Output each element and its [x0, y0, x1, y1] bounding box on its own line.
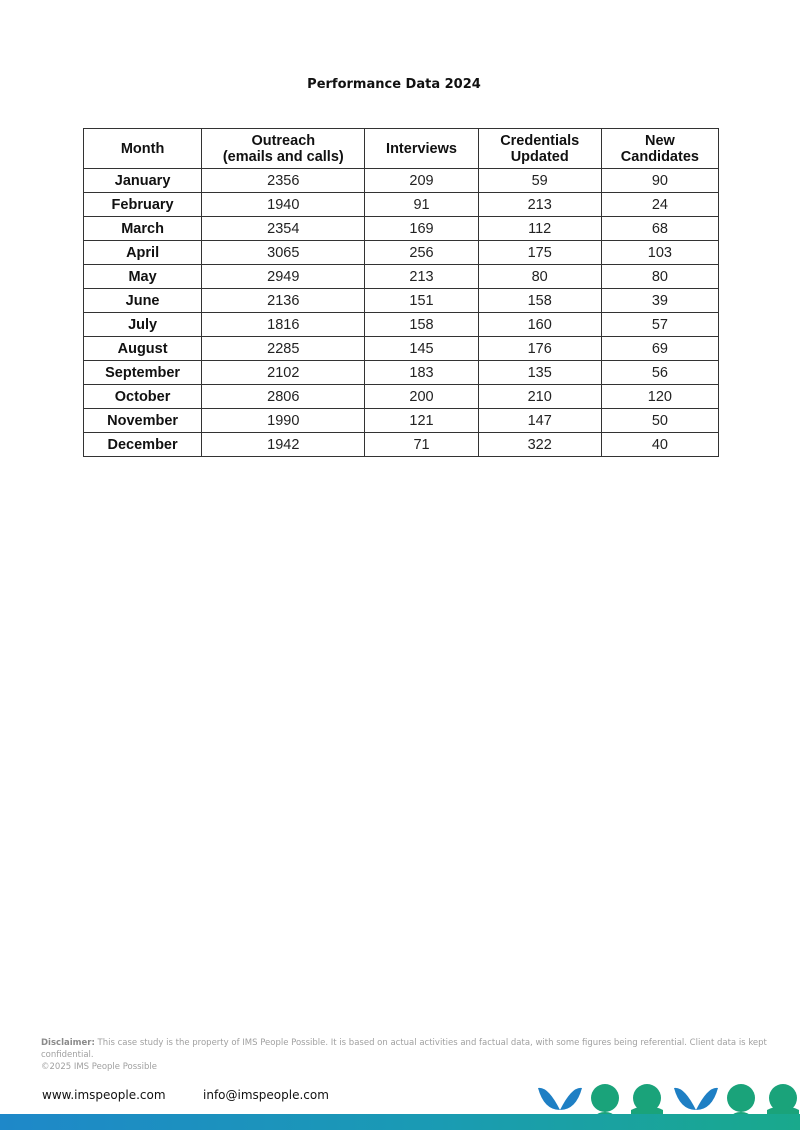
value-cell: 135	[478, 361, 601, 385]
disclaimer-text: This case study is the property of IMS People Possible. It is based on actual activities and factual data, with some figures being referential. Client data is kept confidential.	[41, 1038, 767, 1060]
value-cell: 50	[601, 409, 718, 433]
value-cell: 68	[601, 217, 718, 241]
month-cell: June	[84, 289, 202, 313]
value-cell: 2356	[202, 169, 365, 193]
header-outreach-line1: Outreach	[251, 132, 316, 149]
page-title: Performance Data 2024	[307, 77, 481, 92]
header-new-line2: Candidates	[620, 148, 699, 165]
month-cell: August	[84, 337, 202, 361]
disclaimer	[41, 1037, 771, 1073]
table-row	[84, 241, 719, 265]
value-cell: 40	[601, 433, 718, 457]
value-cell: 121	[365, 409, 478, 433]
email-link[interactable]: info@imspeople.com	[203, 1088, 329, 1102]
disclaimer-label: Disclaimer:	[41, 1038, 95, 1048]
person-icon	[767, 1084, 799, 1114]
month-cell: May	[84, 265, 202, 289]
table-row	[84, 217, 719, 241]
month-cell: April	[84, 241, 202, 265]
header-month-label: Month	[120, 140, 165, 157]
value-cell: 71	[365, 433, 478, 457]
table-row	[84, 169, 719, 193]
header-credentials-line2: Updated	[510, 148, 569, 165]
value-cell: 69	[601, 337, 718, 361]
footer-gradient-bar	[0, 1114, 800, 1130]
value-cell: 39	[601, 289, 718, 313]
value-cell: 176	[478, 337, 601, 361]
header-month	[84, 129, 202, 169]
value-cell: 210	[478, 385, 601, 409]
value-cell: 90	[601, 169, 718, 193]
value-cell: 1940	[202, 193, 365, 217]
month-cell: July	[84, 313, 202, 337]
table-row	[84, 433, 719, 457]
value-cell: 2354	[202, 217, 365, 241]
header-credentials-line1: Credentials	[500, 132, 580, 149]
value-cell: 57	[601, 313, 718, 337]
value-cell: 2136	[202, 289, 365, 313]
table-row	[84, 361, 719, 385]
leaf-pair-icon	[674, 1088, 718, 1110]
value-cell: 1942	[202, 433, 365, 457]
value-cell: 160	[478, 313, 601, 337]
value-cell: 1816	[202, 313, 365, 337]
value-cell: 24	[601, 193, 718, 217]
value-cell: 256	[365, 241, 478, 265]
month-cell: March	[84, 217, 202, 241]
value-cell: 59	[478, 169, 601, 193]
month-cell: December	[84, 433, 202, 457]
value-cell: 209	[365, 169, 478, 193]
table-row	[84, 385, 719, 409]
value-cell: 213	[365, 265, 478, 289]
value-cell: 158	[478, 289, 601, 313]
header-outreach-line2: (emails and calls)	[222, 148, 344, 165]
value-cell: 103	[601, 241, 718, 265]
value-cell: 169	[365, 217, 478, 241]
table-row	[84, 265, 719, 289]
value-cell: 183	[365, 361, 478, 385]
value-cell: 175	[478, 241, 601, 265]
header-interviews-label: Interviews	[386, 140, 457, 157]
copyright: ©2025 IMS People Possible	[41, 1062, 157, 1072]
value-cell: 91	[365, 193, 478, 217]
value-cell: 2806	[202, 385, 365, 409]
table-row	[84, 193, 719, 217]
value-cell: 1990	[202, 409, 365, 433]
value-cell: 80	[478, 265, 601, 289]
performance-table	[83, 128, 719, 457]
month-cell: February	[84, 193, 202, 217]
value-cell: 322	[478, 433, 601, 457]
header-interviews	[365, 129, 478, 169]
leaf-pair-icon	[538, 1088, 582, 1110]
table-row	[84, 313, 719, 337]
header-outreach	[202, 129, 365, 169]
value-cell: 213	[478, 193, 601, 217]
value-cell: 147	[478, 409, 601, 433]
month-cell: November	[84, 409, 202, 433]
website-link[interactable]: www.imspeople.com	[42, 1088, 166, 1102]
value-cell: 120	[601, 385, 718, 409]
value-cell: 80	[601, 265, 718, 289]
table-row	[84, 409, 719, 433]
value-cell: 112	[478, 217, 601, 241]
header-new-candidates	[601, 129, 718, 169]
month-cell: January	[84, 169, 202, 193]
table-row	[84, 289, 719, 313]
value-cell: 2949	[202, 265, 365, 289]
value-cell: 158	[365, 313, 478, 337]
header-new-line1: New	[644, 132, 675, 149]
header-credentials	[478, 129, 601, 169]
month-cell: October	[84, 385, 202, 409]
value-cell: 145	[365, 337, 478, 361]
value-cell: 56	[601, 361, 718, 385]
table-row	[84, 337, 719, 361]
value-cell: 2285	[202, 337, 365, 361]
table-header-row	[84, 129, 719, 169]
value-cell: 200	[365, 385, 478, 409]
value-cell: 3065	[202, 241, 365, 265]
value-cell: 151	[365, 289, 478, 313]
month-cell: September	[84, 361, 202, 385]
value-cell: 2102	[202, 361, 365, 385]
